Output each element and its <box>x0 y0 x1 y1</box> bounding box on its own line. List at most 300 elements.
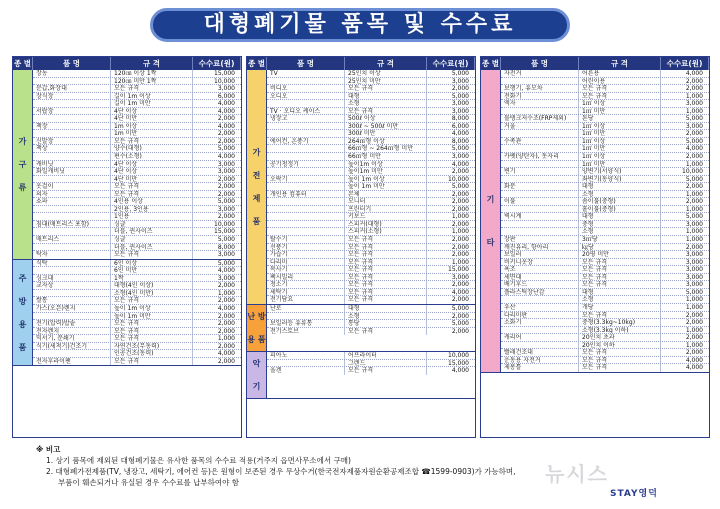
table-row <box>501 100 709 108</box>
item-fee: 10,000 <box>448 351 469 359</box>
item-name: 화분 <box>501 183 579 190</box>
item-name <box>501 342 579 349</box>
item-spec: 모든 규격 <box>111 183 193 190</box>
table-row <box>33 236 241 244</box>
item-fee: 2,000 <box>685 183 703 191</box>
item-name <box>33 350 111 357</box>
header-category: 종 별 <box>247 59 266 68</box>
item-fee: 5,000 <box>217 198 235 206</box>
header-spec: 규 격 <box>579 57 661 70</box>
item-spec: 대형 <box>579 183 661 190</box>
item-fee: 4,000 <box>217 100 235 108</box>
item-fee: 5,000 <box>685 213 703 221</box>
item-fee: 4,000 <box>217 350 235 358</box>
item-fee: 8,000 <box>451 137 469 145</box>
table-row <box>501 138 709 146</box>
category-group <box>247 352 475 399</box>
item-spec: 높이 1m 미만 <box>345 183 427 190</box>
item-name: 문갑,화장대 <box>33 85 111 92</box>
item-spec: 스피커(소형) <box>345 228 427 235</box>
table-row <box>501 274 709 282</box>
item-spec: 모든 규격 <box>111 251 193 259</box>
item-spec: 모든 규격 <box>579 266 661 273</box>
item-spec: 6인 미만 <box>111 267 193 274</box>
item-name: 카펫(양탄자), 돗자리 <box>501 153 579 160</box>
table-row <box>33 335 241 343</box>
item-spec: 그랜드 <box>345 360 427 367</box>
item-spec: 모든 규격 <box>579 259 661 266</box>
table-row <box>267 251 475 259</box>
item-spec: 중형 <box>579 221 661 228</box>
item-fee: 2,000 <box>685 334 703 342</box>
table-row <box>267 85 475 93</box>
category-char: 방 <box>18 296 27 306</box>
item-name: 플라스틱장난감 <box>501 289 579 296</box>
item-fee: 2,000 <box>685 85 703 93</box>
table-row <box>267 145 475 153</box>
table-row <box>33 145 241 153</box>
item-fee: 1,000 <box>451 228 469 236</box>
item-name <box>267 183 345 190</box>
item-fee: 2,000 <box>685 349 703 357</box>
item-name: 쇼파 <box>33 198 111 205</box>
table-row <box>501 213 709 221</box>
item-fee: 3,000 <box>217 205 235 213</box>
table-row <box>33 168 241 176</box>
table-row <box>33 297 241 305</box>
item-spec: 66㎡형 ~ 264㎡형 미만 <box>345 145 427 152</box>
category-group <box>247 70 475 305</box>
item-fee: 15,000 <box>214 70 235 77</box>
item-spec: 프린터기 <box>345 206 427 213</box>
item-spec: 4단 이상 <box>111 108 193 115</box>
item-name: 전기(압력)밥솥 <box>33 320 111 327</box>
item-name: 침대(매트리스 포함) <box>33 221 111 228</box>
table-row <box>33 313 241 321</box>
item-name <box>501 176 579 183</box>
table-header <box>481 57 709 70</box>
item-spec: 모든 규격 <box>579 364 661 372</box>
item-name <box>33 115 111 122</box>
item-fee: 2,000 <box>217 327 235 335</box>
item-name <box>501 108 579 115</box>
item-name: 식탁 <box>33 260 111 267</box>
item-spec: 어프라이터 <box>345 352 427 359</box>
item-fee: 2,000 <box>217 320 235 328</box>
item-fee: 5,000 <box>451 70 469 77</box>
item-fee: 1,000 <box>451 213 469 221</box>
header-category: 종 별 <box>13 59 32 68</box>
item-fee: 15,000 <box>214 228 235 236</box>
table-row <box>501 198 709 206</box>
fee-table-panel-3 <box>480 56 710 438</box>
table-row <box>501 319 709 327</box>
table-row <box>267 360 475 368</box>
item-name <box>501 145 579 152</box>
table-row <box>33 290 241 298</box>
table-row <box>33 108 241 116</box>
item-spec: 길이 1m 미만 <box>111 100 193 107</box>
item-spec: 1㎡ 미만 <box>579 130 661 137</box>
table-row <box>267 236 475 244</box>
item-name: 액자 <box>501 100 579 107</box>
item-fee: 2,000 <box>451 327 469 335</box>
table-row <box>267 78 475 86</box>
item-fee: 2,000 <box>685 319 703 327</box>
table-row <box>267 161 475 169</box>
table-row <box>33 305 241 313</box>
item-name <box>33 78 111 85</box>
item-name: 오디오 <box>267 93 345 100</box>
item-name: TV <box>267 70 345 77</box>
item-spec: 모든 규격 <box>579 274 661 281</box>
item-spec: 모든 규격 <box>111 320 193 327</box>
item-spec: 소형(4인 미만) <box>111 290 193 297</box>
item-fee: 3,000 <box>685 100 703 108</box>
category-char: 가 <box>252 147 261 157</box>
table-row <box>33 183 241 191</box>
item-spec: 인공건조(동력) <box>111 350 193 357</box>
category-rows <box>501 70 709 372</box>
item-name: 빨래건조대 <box>501 349 579 356</box>
category-char: 주 <box>18 273 27 283</box>
item-spec: 솜이불(중형) <box>579 198 661 205</box>
item-fee: 6,000 <box>217 92 235 100</box>
item-fee: 3,000 <box>451 77 469 85</box>
item-name: 보일러 <box>501 251 579 258</box>
item-fee: 2,000 <box>451 243 469 251</box>
table-row <box>267 108 475 116</box>
table-row <box>501 206 709 214</box>
header-item-name: 품 명 <box>267 57 345 70</box>
table-row <box>501 183 709 191</box>
item-fee: 15,000 <box>448 266 469 274</box>
item-spec: 모든 규격 <box>111 191 193 198</box>
table-row <box>501 115 709 123</box>
item-name: 소화기 <box>501 319 579 326</box>
item-spec: 더블, 퀸사이즈 <box>111 228 193 235</box>
item-fee: 4,000 <box>685 364 703 372</box>
item-fee: 5,000 <box>685 175 703 183</box>
item-name: 냉장고 <box>267 115 345 122</box>
item-name: 전화기 <box>501 93 579 100</box>
item-fee: 1,000 <box>685 236 703 244</box>
item-fee: 2,000 <box>451 312 469 320</box>
item-spec: 싱글 <box>111 236 193 243</box>
item-spec: 어른용 <box>579 70 661 77</box>
item-spec: 1㎡ 이상 <box>579 138 661 145</box>
item-name: 책상 <box>33 145 111 152</box>
item-spec: 120㎝ 이상 1짝 <box>111 70 193 77</box>
item-name: 식기(세척기)건조기 <box>33 343 111 350</box>
item-fee: 3,000 <box>451 100 469 108</box>
item-name <box>501 221 579 228</box>
item-name <box>267 153 345 160</box>
item-fee: 2,000 <box>451 281 469 289</box>
item-spec: 1인용 <box>111 213 193 220</box>
item-name <box>33 244 111 251</box>
item-name: 비키니옷장 <box>501 259 579 266</box>
item-name: 가습기 <box>267 251 345 258</box>
table-row <box>33 221 241 229</box>
item-fee: 1,000 <box>685 341 703 349</box>
item-name: 서랍장 <box>33 108 111 115</box>
item-fee: 1,000 <box>685 296 703 304</box>
table-row <box>267 320 475 328</box>
item-fee: 2,000 <box>451 251 469 259</box>
item-fee: 3,000 <box>217 168 235 176</box>
item-spec: 모든 규격 <box>111 335 193 342</box>
item-spec: 편수(소형) <box>111 153 193 160</box>
item-fee: 2,000 <box>685 153 703 161</box>
table-row <box>501 289 709 297</box>
item-name <box>267 228 345 235</box>
item-name <box>33 206 111 213</box>
category-group <box>13 70 241 260</box>
item-spec: 양수(대형) <box>111 145 193 152</box>
item-spec: 25인치 미만 <box>345 78 427 85</box>
item-spec: 66㎡형 미만 <box>345 153 427 160</box>
table-row <box>501 266 709 274</box>
category-rows <box>33 260 241 366</box>
table-row <box>501 228 709 236</box>
item-fee: 1,000 <box>217 289 235 297</box>
item-fee: 5,000 <box>217 145 235 153</box>
item-spec: 모든 규격 <box>345 259 427 266</box>
item-fee: 3,000 <box>685 281 703 289</box>
item-name: 운동용 자전거 <box>501 357 579 364</box>
category-group <box>481 70 709 373</box>
item-name: 제봉틀 <box>501 364 579 372</box>
item-fee: 1,000 <box>685 107 703 115</box>
item-spec: 모든 규격 <box>345 296 427 304</box>
item-fee: 4,000 <box>451 160 469 168</box>
table-row <box>501 244 709 252</box>
item-fee: 4,000 <box>451 288 469 296</box>
item-spec: 모든 규격 <box>579 312 661 319</box>
item-spec: 모든 규격 <box>345 289 427 296</box>
table-row <box>33 130 241 138</box>
item-fee: 6,000 <box>451 122 469 130</box>
table-row <box>501 85 709 93</box>
item-fee: 2,000 <box>217 312 235 320</box>
item-fee: 5,000 <box>451 320 469 328</box>
table-row <box>33 198 241 206</box>
table-row <box>501 334 709 342</box>
item-spec: 높이 1m 이상 <box>345 176 427 183</box>
item-name: 신발장 <box>33 138 111 145</box>
item-spec: 25인치 이상 <box>345 70 427 77</box>
item-name: 난로 <box>267 305 345 312</box>
table-row <box>33 267 241 275</box>
item-name: 보일러등 유류통 <box>267 320 345 327</box>
category-label <box>247 305 267 351</box>
item-name: 깨진유리, 항아리 <box>501 244 579 251</box>
table-row <box>267 274 475 282</box>
table-row <box>33 161 241 169</box>
item-fee: 5,000 <box>451 145 469 153</box>
item-fee: 2,000 <box>451 168 469 176</box>
table-row <box>267 93 475 101</box>
table-row <box>267 138 475 146</box>
item-fee: 3,000 <box>451 107 469 115</box>
item-fee: 3,000 <box>217 251 235 259</box>
item-name: 탈수기 <box>267 236 345 243</box>
item-fee: 1,000 <box>685 92 703 100</box>
item-spec: 대형 <box>579 289 661 296</box>
table-row <box>267 183 475 191</box>
table-row <box>501 191 709 199</box>
item-name <box>267 123 345 130</box>
table-row <box>267 244 475 252</box>
item-name: 다리미 <box>267 259 345 266</box>
category-label <box>481 70 501 372</box>
item-name: 가스(오븐)렌지 <box>33 305 111 312</box>
item-name <box>33 153 111 160</box>
table-row <box>267 305 475 313</box>
header-item-name: 품 명 <box>33 57 111 70</box>
table-row <box>267 206 475 214</box>
category-char: 가 <box>18 136 27 146</box>
item-spec: 4인용 이상 <box>111 198 193 205</box>
item-name: 자전거 <box>501 70 579 77</box>
item-spec: 대형 <box>345 305 427 312</box>
note-1: 1. 상기 품목에 제외된 대형폐기물은 유사한 품목의 수수료 적용(거주지 읍면사무소에서 구매) <box>46 456 351 465</box>
table-row <box>501 221 709 229</box>
item-spec: 키보드 <box>345 213 427 220</box>
category-label <box>13 70 33 259</box>
table-row <box>267 153 475 161</box>
item-name: 옷걸이 <box>33 183 111 190</box>
table-row <box>501 130 709 138</box>
table-row <box>33 350 241 358</box>
item-name <box>501 327 579 334</box>
item-name <box>501 130 579 137</box>
header-fee: 수수료(원) <box>427 57 475 70</box>
table-row <box>501 349 709 357</box>
item-name <box>501 206 579 213</box>
category-char: 품 <box>18 342 27 352</box>
item-name: 거울 <box>501 123 579 130</box>
item-fee: 3,000 <box>685 220 703 228</box>
item-fee: 3,000 <box>685 122 703 130</box>
item-name <box>33 130 111 137</box>
item-name: 선풍기 <box>267 244 345 251</box>
item-fee: 15,000 <box>448 359 469 367</box>
item-name: 보행기, 유모차 <box>501 85 579 92</box>
item-fee: 2,000 <box>217 213 235 221</box>
item-spec: 좌변기(동양식) <box>579 176 661 183</box>
item-fee: 10,000 <box>448 175 469 183</box>
table-row <box>267 130 475 138</box>
item-spec: 중형(3.3kg~10kg) <box>579 319 661 326</box>
table-row <box>267 70 475 78</box>
category-char: 용 품 <box>247 334 266 344</box>
item-spec: 모든 규격 <box>345 274 427 281</box>
item-fee: 5,000 <box>685 115 703 123</box>
category-group <box>13 260 241 367</box>
table-row <box>501 357 709 365</box>
item-spec: 1㎡ 이상 <box>579 100 661 107</box>
item-spec: 4단 미만 <box>111 115 193 122</box>
item-name <box>33 313 111 320</box>
item-fee: 4,000 <box>217 107 235 115</box>
item-fee: 2,000 <box>217 175 235 183</box>
category-rows <box>267 352 475 398</box>
item-name: 의자 <box>33 191 111 198</box>
item-spec: 1m 이상 <box>111 123 193 130</box>
item-fee: 1,000 <box>685 228 703 236</box>
category-rows <box>267 70 475 304</box>
item-spec: 모든 규격 <box>345 266 427 273</box>
item-spec: 20평 미만 <box>579 251 661 258</box>
item-fee: 4,000 <box>217 122 235 130</box>
table-row <box>267 191 475 199</box>
note-3: 부품이 훼손되거나 유실된 경우 수수료를 납부하여야 함 <box>58 478 239 487</box>
item-fee: 2,000 <box>685 311 703 319</box>
table-row <box>267 198 475 206</box>
item-spec: 모든 규격 <box>345 328 427 336</box>
item-spec: 스피커(대형) <box>345 221 427 228</box>
item-name <box>267 145 345 152</box>
item-name: 다리미판 <box>501 312 579 319</box>
item-name: 세탁기 <box>267 289 345 296</box>
category-char: 전 <box>252 170 261 180</box>
table-row <box>267 296 475 304</box>
item-name <box>267 313 345 320</box>
item-fee: 2,000 <box>451 190 469 198</box>
item-spec: ㎏당 <box>579 244 661 251</box>
item-fee: 10,000 <box>214 220 235 228</box>
table-row <box>501 236 709 244</box>
item-spec: 모든 규격 <box>111 297 193 304</box>
item-spec: 모든 규격 <box>345 281 427 288</box>
header-spec: 규 격 <box>345 57 427 70</box>
item-name: 캐비닛 <box>33 161 111 168</box>
item-spec: 소형 <box>345 100 427 107</box>
table-row <box>267 176 475 184</box>
item-fee: 3,000 <box>451 273 469 281</box>
item-name: 탁자 <box>33 251 111 259</box>
table-row <box>267 313 475 321</box>
item-name: 벽시계 <box>501 213 579 220</box>
table-row <box>267 259 475 267</box>
item-spec: 모든 규격 <box>579 93 661 100</box>
table-row <box>33 228 241 236</box>
item-fee: 1,000 <box>451 258 469 266</box>
table-row <box>501 364 709 372</box>
item-name <box>267 206 345 213</box>
table-row <box>267 100 475 108</box>
item-spec: 모든 규격 <box>345 244 427 251</box>
item-name <box>267 221 345 228</box>
table-row <box>33 260 241 268</box>
category-char: 타 <box>486 237 495 247</box>
table-row <box>33 93 241 101</box>
item-spec: 소형 <box>579 191 661 198</box>
item-fee: 5,000 <box>451 92 469 100</box>
item-name: 장농 <box>33 70 111 77</box>
item-name: 수족관 <box>501 138 579 145</box>
item-spec: 4단 이상 <box>111 168 193 175</box>
category-char: 제 <box>252 193 261 203</box>
table-row <box>33 115 241 123</box>
item-name: 쌀통 <box>33 297 111 304</box>
item-spec: 높이1m 미만 <box>345 168 427 175</box>
item-spec: 톤당 <box>579 115 661 122</box>
item-spec: 대형 <box>345 93 427 100</box>
table-row <box>501 176 709 184</box>
